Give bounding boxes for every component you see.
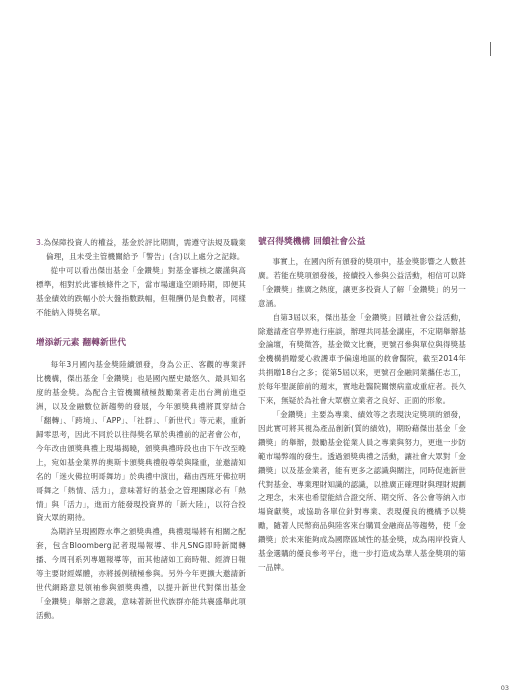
left-column [36, 236, 246, 623]
right-column [258, 236, 466, 575]
page-number: 03 [500, 684, 509, 692]
paragraph-charity-activities: 自第3屆以來，傑出基金「金鑽獎」回饋社會公益活動，除邀請產官學界進行座談，辦理共同基金講座，不定期舉辦基金論壇，有獎徵答，基金徵文比賽，更號召參與單位與得獎基金機構捐贈愛心救護車予偏遠地區的救會醫院，截至2014年共捐贈18台之多；從第5屆以來，更號召金融同業攜任志工，於每年聖誕節前的週末，實地赴醫院關懷病童或重症者。長久下來，無疑於為社會大眾樹立業者之良好、正面的形象。 [258, 312, 466, 406]
spacer [36, 319, 246, 325]
paragraph-media-coverage: 為期許呈現國際水準之頒獎典禮，典禮現場將有相關之配套，包含Bloomberg記者現場報導、非凡SNG即時新聞轉播、今周刊系列專題報導等，而其他諸如工商時報、經濟日報等主要財經媒體，亦將援例積極參與。另外今年更擴大邀請新世代網路意見領袖參與頒獎典禮，以提升新世代對傑出基金「金鑽獎」舉辦之意義，意味著新世代族群亦能共襄盛舉此項活動。 [36, 527, 246, 620]
paragraph-award-ceremony: 每年3月國內基金獎陸續頒發，身為公正、客觀的專業評比機構，傑出基金「金鑽獎」也是國內歷史最悠久、最具知名度的基金獎。為配合主管機關積極鼓勵業者走出台灣前進亞洲，以及金融數位新趨勢的發展，今年頒獎典禮將貫穿結合「翻轉」、「跨境」、「APP」、「社群」、「新世代」等元素，重新歸零思考，因此不同於以往得獎名單於典禮前的記者會公布，今年改由頒獎典禮上現場揭曉，頒獎典禮時段也由下午改至晚上，宛如基金業界的奧斯卡頒獎典禮般尊榮與隆重，並邀請知名的「迷火佛拉明哥舞坊」於典禮中演出，藉由西班牙佛拉明哥舞之「熱情、活力」，意味著好的基金之管理團隊必有「熱情」與「活力」，進而方能發現投資界的「新大陸」，以符合投資大眾的期待。 [36, 360, 246, 523]
paragraph-award-purpose: 「金鑽獎」主要為專業、績效等之表現決定獎項的頒發，因此實可將其視為產品創新(質的績效)，期盼藉傑出基金「金鑽獎」的舉辦，鼓勵基金從業人員之專業與努力，更進一步防範市場弊端的發生。透過頒獎典禮之活動，讓社會大眾對「金鑽獎」以及基金業者，能有更多之認識與關注，同時促進新世代對基金、專業理財知識的認識，以推廣正確理財與理財規劃之理念，未來也希望能結合證交所、期交所、各公會等納入市場資獻獎，或協助各單位針對專業、表現優良的機構予以獎勵，隨著人民幣商品與陸客來台購買金融商品等趨勢，使「金鑽獎」於未來能夠成為國際區域性的基金獎，成為兩岸投資人基金選購的優良參考平台，進一步打造成為華人基金獎項的第一品牌。 [258, 409, 466, 572]
section-heading-new-elements: 增添新元素 翻轉新世代 [36, 338, 127, 349]
criteria-item-3 [36, 236, 246, 264]
margin-rule [490, 42, 491, 56]
section-heading-charity: 號召得獎機構 回饋社會公益 [258, 237, 366, 247]
paragraph-public-influence: 事實上，在國內所有頒發的獎項中，基金獎影響之人數甚廣。若能在獎項頒發後，接續投入參與公益活動，相信可以降「金鑽獎」推廣之熱度，讓更多投資人了解「金鑽獎」的另一意涵。 [258, 257, 466, 308]
paragraph-review-standards: 從中可以看出傑出基金「金鑽獎」對基金審核之嚴謹與高標準，相對於此審核條件之下，當市場適逢空頭時期，即便其基金績效的跌幅小於大盤指數跌幅，但報酬仍是負數者，同樣不能納入得獎名單。 [36, 265, 246, 317]
list-number: 3. [36, 238, 44, 247]
list-text: 為保障投資人的權益，基金於評比期間，需遵守法規及職業倫理，且未受主管機關給予「警告」(含)以上處分之記錄。 [43, 238, 246, 261]
